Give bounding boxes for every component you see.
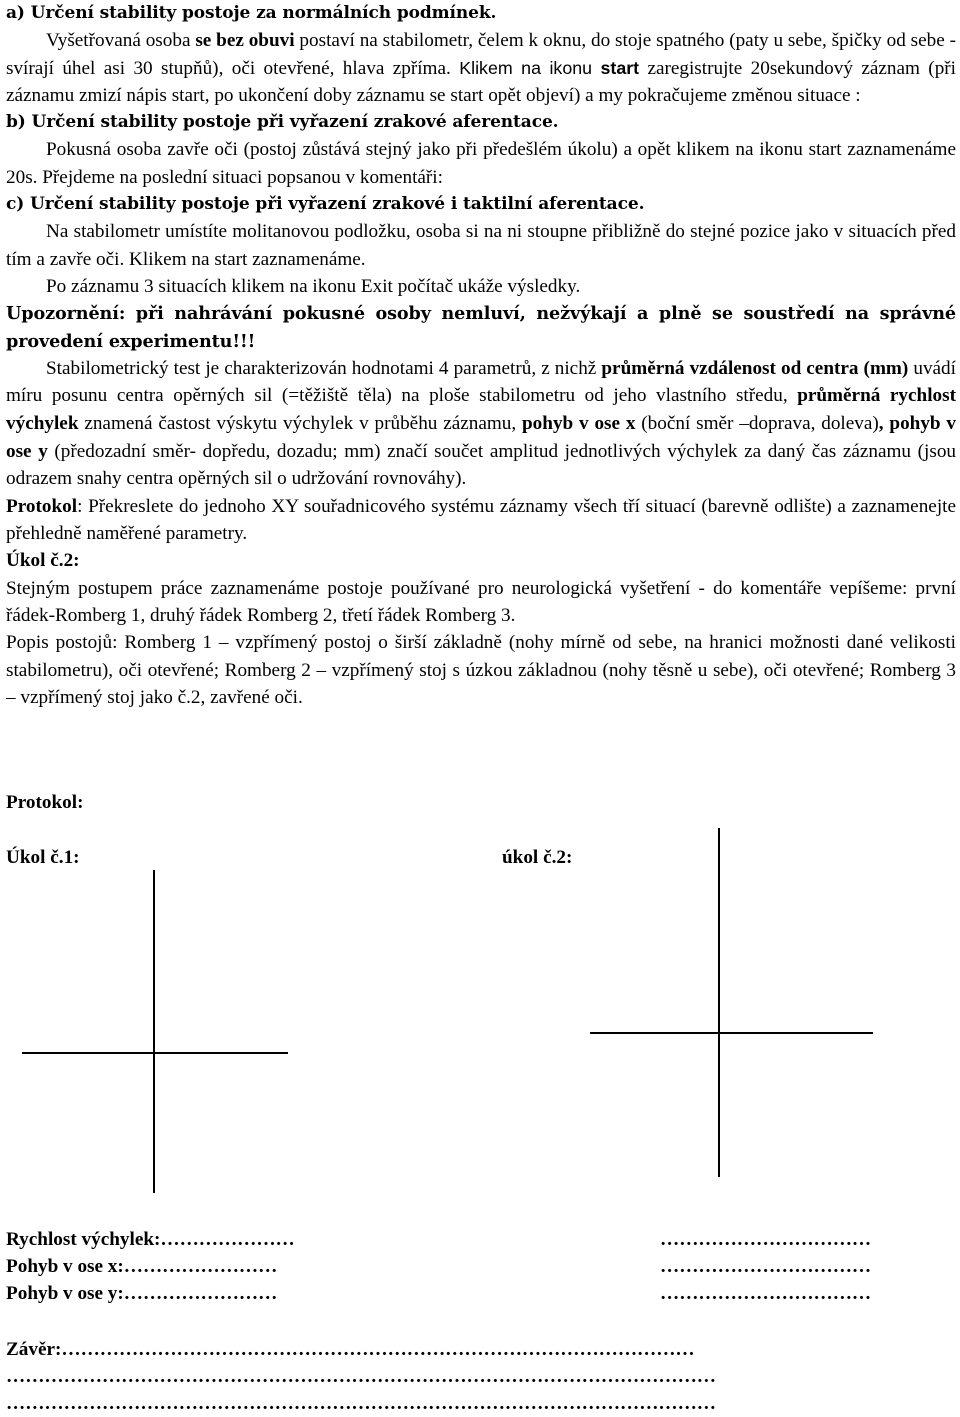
text-run-bold: se bez obuvi	[195, 30, 295, 52]
protokol-label: Protokol	[6, 495, 78, 517]
protokol-heading: Protokol:	[6, 792, 84, 813]
ukol2-label: úkol č.2:	[502, 847, 573, 868]
text-run-bold: průměrná vzdálenost od centra (mm)	[601, 357, 909, 379]
protokol-paragraph	[6, 493, 956, 548]
text-run: Přejdeme na poslední situaci popsanou v komentáři:	[37, 166, 443, 188]
dotted-line-2: …………………………………………………………………………………………………	[6, 1393, 716, 1414]
pohyb-y-field-right: ……………………………	[660, 1283, 872, 1304]
text-run: : Překreslete do jednoho XY souřadnicového systému záznamy všech tří situací (barevně odlište) a zaznamenejte přehledně naměřené parametry.	[6, 495, 956, 545]
text-run: znamená častost výskytu výchylek v průběhu záznamu,	[78, 413, 523, 435]
text-run: Pokusná osoba zavře oči (postoj zůstává stejný jako při předešlém úkolu) a opět klikem na ikonu start zaznamenáme 20s.	[6, 139, 956, 188]
pohyb-y-field: Pohyb v ose y:……………………	[6, 1283, 278, 1304]
text-run: (boční směr –doprava, doleva)	[635, 413, 879, 435]
text-run-bold: , pohyb v ose y	[6, 413, 957, 462]
text-run: Stabilometrický test je charakterizován hodnotami 4 parametrů, z nichž	[46, 357, 602, 379]
text-run-bold: pohyb v ose x	[522, 413, 636, 435]
section-c-title: c) Určení stability postoje při vyřazení zrakové i taktilní aferentace.	[6, 194, 645, 215]
text-run: postaví na stabilometr, čelem k oknu, do stoje spatného (paty u sebe, špičky od sebe - svírají úhel asi 30 stupňů), oči otevřené, hlava zpříma.	[6, 30, 956, 79]
section-a-paragraph	[6, 27, 956, 109]
zaver-field: Závěr:………………………………………………………………………………………	[6, 1339, 695, 1360]
pohyb-x-field-right: ……………………………	[660, 1256, 872, 1277]
text-run: Klikem na ikonu	[450, 57, 601, 78]
pohyb-x-field: Pohyb v ose x:……………………	[6, 1256, 278, 1277]
section-b-paragraph	[6, 136, 956, 191]
text-run: zaregistrujte 20sekundový záznam (při záznamu zmizí nápis start, po ukončení doby záznamu se start opět objeví) a my pokračujeme změnou situace :	[6, 57, 957, 106]
section-a-title: a) Určení stability postoje za normálních podmínek.	[6, 3, 497, 23]
text-run-bold: start	[600, 57, 640, 78]
section-c-paragraph-2: Po záznamu 3 situacích klikem na ikonu Exit počítač ukáže výsledky.	[46, 275, 581, 297]
text-run: (předozadní směr- dopředu, dozadu; mm) značí součet amplitud jednotlivých výchylek za daný čas záznamu (jsou odrazem snahy centra opěrných sil o udržování rovnováhy).	[6, 440, 957, 490]
axis-y-right	[718, 828, 720, 1177]
ukol1-label: Úkol č.1:	[6, 847, 80, 868]
text-run: Vyšetřovaná osoba	[46, 30, 196, 52]
stabilometry-paragraph	[6, 355, 956, 493]
section-c-paragraph: Na stabilometr umístíte molitanovou podložku, osoba si na ni stoupne přibližně do stejné pozice jako v situacích před tím a zavře oči. Klikem na start zaznamenáme.	[6, 221, 956, 270]
rychlost-field-right: ……………………………	[660, 1229, 872, 1250]
ukol2-paragraph: Stejným postupem práce zaznamenáme postoje používané pro neurologická vyšetření - do komentáře vepíšeme: první řádek-Romberg 1, druhý řádek Romberg 2, třetí řádek Romberg 3.	[6, 577, 956, 627]
text-run-bold: průměrná rychlost výchylek	[6, 385, 956, 435]
warning-text: Upozornění: při nahrávání pokusné osoby nemluví, nežvýkají a plně se soustředí na správné provedení experimentu!!!	[6, 303, 956, 352]
text-run: uvádí míru posunu centra opěrných sil (=těžiště těla) na ploše stabilometru od jeho vlastního středu,	[6, 357, 956, 407]
popis-paragraph: Popis postojů: Romberg 1 – vzpřímený postoj o širší základně (nohy mírně od sebe, na hranici možnosti dané velikosti stabilometru), oči otevřené; Romberg 2 – vzpřímený stoj s úzkou základnou (nohy těsně u sebe), oči otevřené; Romberg 3 – vzpřímený stoj jako č.2, zavřené oči.	[6, 632, 956, 708]
axis-x-right	[590, 1032, 873, 1034]
ukol2-heading: Úkol č.2:	[6, 550, 80, 572]
axis-x-left	[22, 1052, 288, 1054]
dotted-line: …………………………………………………………………………………………………	[6, 1366, 716, 1387]
document-body	[6, 0, 956, 711]
rychlost-field: Rychlost výchylek:…………………	[6, 1229, 295, 1250]
section-b-title: b) Určení stability postoje při vyřazení zrakové aferentace.	[6, 112, 559, 133]
axis-y-left	[153, 870, 155, 1193]
